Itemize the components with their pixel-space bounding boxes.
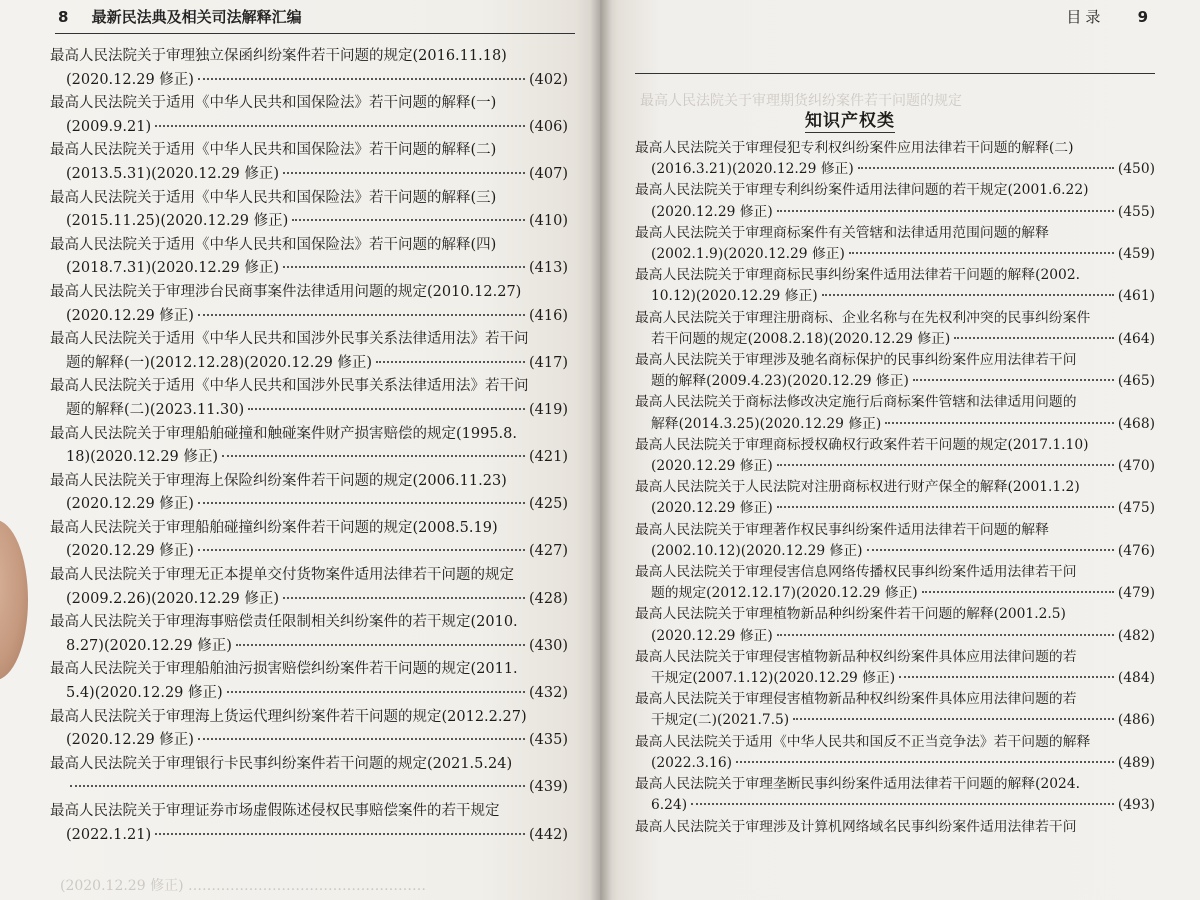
right-toc-list	[635, 138, 1155, 838]
toc-entry-title: 最高人民法院关于审理船舶碰撞和触碰案件财产损害赔偿的规定(1995.8.	[50, 425, 517, 442]
toc-entry	[50, 375, 568, 422]
dot-leader	[954, 337, 1114, 339]
toc-entry-title: 最高人民法院关于审理涉台民商事案件法律适用问题的规定(2010.12.27)	[50, 283, 522, 300]
toc-entry	[635, 604, 1155, 646]
toc-entry-title: 最高人民法院关于适用《中华人民共和国涉外民事关系法律适用法》若干问	[50, 378, 529, 395]
dot-leader	[867, 549, 1114, 551]
toc-entry-title: 最高人民法院关于审理证券市场虚假陈述侵权民事赔偿案件的若干规定	[50, 803, 500, 819]
toc-entry-page: (416)	[529, 307, 568, 324]
dot-leader	[793, 718, 1114, 720]
section-title: 知识产权类	[805, 106, 895, 133]
dot-leader	[376, 361, 525, 363]
toc-entry-second-line	[635, 159, 1155, 180]
toc-entry-page: (402)	[529, 71, 568, 88]
right-header-rule	[635, 73, 1155, 74]
toc-entry-date: 题的规定(2012.12.17)(2020.12.29 修正)	[651, 585, 918, 602]
toc-entry-page: (435)	[529, 732, 568, 749]
toc-entry-date: (2020.12.29 修正)	[651, 203, 773, 220]
toc-entry-title: 最高人民法院关于适用《中华人民共和国涉外民事关系法律适用法》若干问	[50, 331, 529, 348]
toc-entry-title: 最高人民法院关于审理独立保函纠纷案件若干问题的规定(2016.11.18)	[50, 48, 507, 64]
toc-entry-second-line	[635, 414, 1155, 435]
toc-entry-date: 干规定(二)(2021.7.5)	[651, 712, 790, 729]
dot-leader	[913, 379, 1114, 381]
toc-entry-page: (428)	[529, 590, 568, 607]
toc-entry-date: (2009.2.26)(2020.12.29 修正)	[66, 590, 280, 607]
toc-entry	[635, 223, 1155, 265]
toc-entry-title: 最高人民法院关于审理侵害信息网络传播权民事纠纷案件适用法律若干问	[635, 564, 1077, 581]
toc-entry-page: (459)	[1117, 246, 1155, 263]
toc-entry-date: (2013.5.31)(2020.12.29 修正)	[66, 165, 280, 182]
toc-entry	[635, 180, 1155, 222]
toc-entry-page: (486)	[1117, 712, 1155, 729]
toc-entry	[50, 187, 568, 234]
toc-entry	[635, 435, 1155, 477]
toc-entry	[50, 281, 568, 328]
toc-entry-date: 题的解释(二)(2023.11.30)	[66, 401, 245, 418]
toc-entry-title: 最高人民法院关于审理商标民事纠纷案件适用法律若干问题的解释(2002.	[635, 267, 1080, 284]
toc-entry	[50, 45, 568, 92]
toc-entry	[50, 470, 568, 517]
toc-entry-title: 最高人民法院关于审理涉及驰名商标保护的民事纠纷案件应用法律若干问	[635, 352, 1077, 369]
toc-entry-date: 干规定(2007.1.12)(2020.12.29 修正)	[651, 670, 896, 687]
toc-entry	[635, 308, 1155, 350]
toc-entry-second-line	[50, 163, 568, 187]
toc-entry	[635, 138, 1155, 180]
toc-entry-date: (2018.7.31)(2020.12.29 修正)	[66, 260, 280, 277]
toc-entry-title: 最高人民法院关于适用《中华人民共和国保险法》若干问题的解释(一)	[50, 95, 497, 112]
toc-entry-date: 题的解释(一)(2012.12.28)(2020.12.29 修正)	[66, 354, 373, 371]
toc-entry	[635, 689, 1155, 731]
toc-entry-page: (432)	[529, 685, 568, 702]
toc-entry-date: (2016.3.21)(2020.12.29 修正)	[651, 161, 854, 178]
toc-entry	[635, 817, 1155, 838]
dot-leader	[736, 761, 1114, 763]
toc-entry-second-line	[50, 588, 568, 612]
toc-entry-date: (2020.12.29 修正)	[66, 307, 194, 324]
toc-entry	[635, 350, 1155, 392]
toc-entry-second-line	[50, 776, 568, 800]
right-running-title: 目录	[1066, 8, 1105, 26]
dot-leader	[198, 78, 525, 80]
dot-leader	[227, 691, 525, 693]
toc-entry-page: (413)	[529, 260, 568, 277]
toc-entry-page: (421)	[529, 449, 568, 466]
toc-entry-title: 最高人民法院关于审理涉及计算机网络域名民事纠纷案件适用法律若干问	[635, 818, 1077, 835]
dot-leader	[198, 549, 525, 551]
toc-entry-date: (2020.12.29 修正)	[66, 732, 194, 749]
toc-entry	[50, 423, 568, 470]
toc-entry	[635, 520, 1155, 562]
toc-entry-second-line	[635, 668, 1155, 689]
toc-entry	[50, 139, 568, 186]
toc-entry-title: 最高人民法院关于审理侵害植物新品种权纠纷案件具体应用法律问题的若	[635, 691, 1077, 708]
toc-entry-title: 最高人民法院关于适用《中华人民共和国保险法》若干问题的解释(四)	[50, 236, 497, 253]
toc-entry-title: 最高人民法院关于适用《中华人民共和国反不正当竞争法》若干问题的解释	[635, 733, 1091, 750]
toc-entry-page: (430)	[529, 637, 568, 654]
toc-entry-date: (2020.12.29 修正)	[66, 71, 194, 88]
toc-entry-page: (455)	[1117, 203, 1155, 220]
toc-entry	[50, 92, 568, 139]
toc-entry-date: (2020.12.29 修正)	[651, 627, 773, 644]
dot-leader	[283, 597, 525, 599]
toc-entry-second-line	[635, 329, 1155, 350]
toc-entry-page: (464)	[1117, 330, 1155, 347]
dot-leader	[222, 455, 525, 457]
dot-leader	[283, 266, 525, 268]
toc-entry-title: 最高人民法院关于审理商标授权确权行政案件若干问题的规定(2017.1.10)	[635, 436, 1089, 453]
toc-entry-title: 最高人民法院关于审理侵犯专利权纠纷案件应用法律若干问题的解释(二)	[635, 140, 1074, 156]
toc-entry-second-line	[50, 69, 568, 93]
toc-entry-title: 最高人民法院关于审理无正本提单交付货物案件适用法律若干问题的规定	[50, 567, 514, 584]
toc-entry-second-line	[50, 682, 568, 706]
toc-entry-second-line	[50, 824, 568, 848]
thumb	[0, 520, 28, 680]
toc-entry-page: (417)	[529, 354, 568, 371]
toc-entry-second-line	[50, 352, 568, 376]
toc-entry-second-line	[50, 399, 568, 423]
toc-entry-date: (2020.12.29 修正)	[66, 496, 194, 513]
toc-entry-second-line	[50, 257, 568, 281]
toc-entry-second-line	[635, 753, 1155, 774]
toc-entry-second-line	[635, 583, 1155, 604]
toc-entry-second-line	[635, 202, 1155, 223]
toc-entry-date: 6.24)	[651, 797, 688, 814]
toc-entry	[635, 392, 1155, 434]
toc-entry-date: (2015.11.25)(2020.12.29 修正)	[66, 213, 289, 230]
toc-entry-second-line	[50, 305, 568, 329]
toc-entry-title: 最高人民法院关于审理注册商标、企业名称与在先权利冲突的民事纠纷案件	[635, 309, 1091, 326]
toc-entry-date: 若干问题的规定(2008.2.18)(2020.12.29 修正)	[651, 330, 951, 347]
toc-entry-page: (407)	[529, 165, 568, 182]
dot-leader	[885, 422, 1114, 424]
toc-entry-page: (489)	[1117, 754, 1155, 771]
dot-leader	[777, 210, 1114, 212]
toc-entry	[50, 517, 568, 564]
toc-entry-second-line	[635, 795, 1155, 816]
toc-entry-second-line	[635, 710, 1155, 731]
toc-entry-title: 最高人民法院关于审理植物新品种纠纷案件若干问题的解释(2001.2.5)	[635, 606, 1066, 623]
toc-entry-page: (484)	[1117, 670, 1155, 687]
toc-entry-page: (493)	[1117, 797, 1155, 814]
toc-entry	[635, 774, 1155, 816]
toc-entry-date: 解释(2014.3.25)(2020.12.29 修正)	[651, 415, 882, 432]
toc-entry-date: (2022.3.16)	[651, 754, 732, 771]
dot-leader	[248, 408, 525, 410]
toc-entry-title: 最高人民法院关于商标法修改决定施行后商标案件管辖和法律适用问题的	[635, 394, 1077, 411]
dot-leader	[155, 833, 525, 835]
toc-entry-date: 8.27)(2020.12.29 修正)	[66, 637, 232, 654]
toc-entry-page: (406)	[529, 118, 568, 135]
dot-leader	[198, 314, 525, 316]
toc-entry	[50, 564, 568, 611]
right-running-head	[1066, 6, 1148, 27]
toc-entry-date: 5.4)(2020.12.29 修正)	[66, 685, 223, 702]
dot-leader	[822, 294, 1114, 296]
toc-entry-page: (450)	[1117, 161, 1155, 178]
toc-entry-page: (475)	[1117, 500, 1155, 517]
dot-leader	[777, 634, 1114, 636]
toc-entry-second-line	[50, 116, 568, 140]
toc-entry-page: (427)	[529, 543, 568, 560]
toc-entry-second-line	[50, 635, 568, 659]
dot-leader	[777, 464, 1114, 466]
toc-entry-second-line	[50, 729, 568, 753]
right-page	[600, 0, 1200, 900]
toc-entry-page: (461)	[1117, 288, 1155, 305]
toc-entry	[50, 706, 568, 753]
toc-entry-page: (476)	[1117, 542, 1155, 559]
toc-entry	[50, 658, 568, 705]
toc-entry-second-line	[635, 456, 1155, 477]
dot-leader	[236, 644, 525, 646]
toc-entry-second-line	[635, 498, 1155, 519]
toc-entry	[50, 611, 568, 658]
toc-entry-date: (2002.1.9)(2020.12.29 修正)	[651, 246, 845, 263]
toc-entry-page: (410)	[529, 213, 568, 230]
toc-entry-page: (442)	[529, 826, 568, 843]
dot-leader	[691, 803, 1114, 805]
toc-entry-title: 最高人民法院关于审理专利纠纷案件适用法律问题的若干规定(2001.6.22)	[635, 182, 1089, 199]
dot-leader	[858, 167, 1114, 169]
toc-entry-page: (419)	[529, 401, 568, 418]
toc-entry-title: 最高人民法院关于审理垄断民事纠纷案件适用法律若干问题的解释(2024.	[635, 776, 1080, 793]
toc-entry-title: 最高人民法院关于审理船舶碰撞纠纷案件若干问题的规定(2008.5.19)	[50, 519, 498, 536]
dot-leader	[292, 219, 525, 221]
toc-entry-page: (479)	[1117, 585, 1155, 602]
toc-entry-page: (468)	[1117, 415, 1155, 432]
toc-entry-page: (425)	[529, 496, 568, 513]
dot-leader	[922, 591, 1114, 593]
toc-entry	[50, 753, 568, 800]
toc-entry-title: 最高人民法院关于审理海上保险纠纷案件若干问题的规定(2006.11.23)	[50, 472, 507, 489]
toc-entry-page: (439)	[529, 779, 568, 796]
left-header-rule	[55, 33, 575, 34]
toc-entry	[635, 477, 1155, 519]
dot-leader	[777, 506, 1114, 508]
toc-entry-second-line	[635, 371, 1155, 392]
toc-entry	[50, 234, 568, 281]
toc-entry	[635, 647, 1155, 689]
toc-entry-second-line	[635, 244, 1155, 265]
toc-entry-date: 10.12)(2020.12.29 修正)	[651, 288, 818, 305]
dot-leader	[849, 252, 1114, 254]
toc-entry-second-line	[50, 540, 568, 564]
toc-entry	[50, 328, 568, 375]
toc-entry-title: 最高人民法院关于审理海上货运代理纠纷案件若干问题的规定(2012.2.27)	[50, 708, 527, 725]
dot-leader	[899, 676, 1114, 678]
toc-entry	[50, 800, 568, 847]
bleed-through-text: (2020.12.29 修正) ……………………………………………	[60, 878, 426, 894]
toc-entry-title: 最高人民法院关于审理船舶油污损害赔偿纠纷案件若干问题的规定(2011.	[50, 661, 518, 678]
toc-entry-page: (465)	[1117, 373, 1155, 390]
toc-entry-title: 最高人民法院关于审理商标案件有关管辖和法律适用范围问题的解释	[635, 224, 1049, 241]
toc-entry-date: (2002.10.12)(2020.12.29 修正)	[651, 542, 863, 559]
toc-entry-date: (2022.1.21)	[66, 826, 152, 843]
toc-entry-title: 最高人民法院关于审理著作权民事纠纷案件适用法律若干问题的解释	[635, 521, 1049, 538]
toc-entry-page: (482)	[1117, 627, 1155, 644]
toc-entry	[635, 265, 1155, 307]
toc-entry-title: 最高人民法院关于适用《中华人民共和国保险法》若干问题的解释(三)	[50, 189, 497, 206]
bleed-through-text: 最高人民法院关于审理期货纠纷案件若干问题的规定	[640, 93, 962, 109]
toc-entry-title: 最高人民法院关于人民法院对注册商标权进行财产保全的解释(2001.1.2)	[635, 479, 1080, 496]
dot-leader	[70, 785, 525, 787]
dot-leader	[198, 738, 525, 740]
toc-entry-date: 18)(2020.12.29 修正)	[66, 449, 219, 466]
dot-leader	[155, 125, 525, 127]
left-running-title: 最新民法典及相关司法解释汇编	[91, 8, 302, 26]
left-running-head	[58, 6, 302, 27]
toc-entry-second-line	[635, 541, 1155, 562]
right-page-number: 9	[1137, 8, 1148, 26]
toc-entry-second-line	[635, 286, 1155, 307]
toc-entry-title: 最高人民法院关于适用《中华人民共和国保险法》若干问题的解释(二)	[50, 142, 497, 159]
left-page-number: 8	[58, 8, 69, 26]
toc-entry-date: (2020.12.29 修正)	[651, 458, 773, 475]
dot-leader	[283, 172, 525, 174]
toc-entry-date: (2020.12.29 修正)	[66, 543, 194, 560]
toc-entry-second-line	[50, 210, 568, 234]
toc-entry-second-line	[50, 446, 568, 470]
book-gutter	[590, 0, 612, 900]
toc-entry	[635, 732, 1155, 774]
toc-entry-second-line	[635, 626, 1155, 647]
toc-entry-second-line	[50, 493, 568, 517]
dot-leader	[198, 502, 525, 504]
toc-entry-page: (470)	[1117, 458, 1155, 475]
toc-entry-title: 最高人民法院关于审理银行卡民事纠纷案件若干问题的规定(2021.5.24)	[50, 755, 513, 772]
toc-entry-date: (2009.9.21)	[66, 118, 152, 135]
toc-entry-title: 最高人民法院关于审理侵害植物新品种权纠纷案件具体应用法律问题的若	[635, 648, 1077, 665]
toc-entry-date: (2020.12.29 修正)	[651, 500, 773, 517]
left-toc-list	[50, 45, 568, 847]
toc-entry-date: 题的解释(2009.4.23)(2020.12.29 修正)	[651, 373, 909, 390]
toc-entry	[635, 562, 1155, 604]
toc-entry-title: 最高人民法院关于审理海事赔偿责任限制相关纠纷案件的若干规定(2010.	[50, 614, 518, 631]
